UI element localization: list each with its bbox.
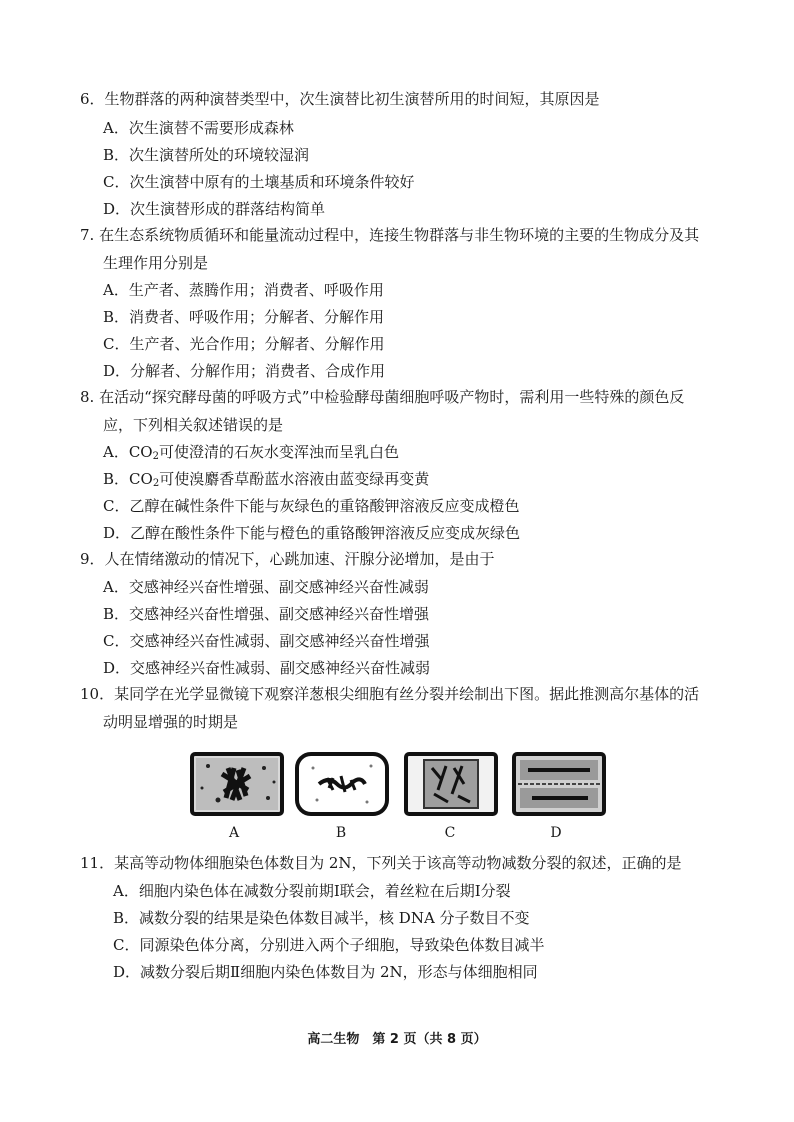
question-6-option-b: B．次生演替所处的环境较湿润 (103, 146, 310, 164)
question-9-option-c: C．交感神经兴奋性减弱、副交感神经兴奋性增强 (103, 632, 430, 650)
question-11-option-b: B．减数分裂的结果是染色体数目减半，核 DNA 分子数目不变 (113, 909, 530, 927)
question-8-option-b: B．$CO_2$可使溴麝香草酚蓝水溶液由蓝变绿再变黄 (103, 470, 430, 489)
page-footer: 高二生物 第 2 页（共 8 页） (307, 1032, 487, 1047)
cell-figure-b (293, 750, 391, 818)
question-8-stem-line1: 8. 在活动“探究酵母菌的呼吸方式”中检验酵母菌细胞呼吸产物时，需利用一些特殊的颜色反 (80, 388, 685, 406)
figure-label-c: C (444, 825, 456, 841)
question-11-option-a: A．细胞内染色体在减数分裂前期Ⅰ联会，着丝粒在后期Ⅰ分裂 (113, 882, 511, 900)
question-7-option-c: C．生产者、光合作用；分解者、分解作用 (103, 335, 385, 353)
question-10-stem-line2: 动明显增强的时期是 (103, 713, 239, 731)
question-9-option-b: B．交感神经兴奋性增强、副交感神经兴奋性增强 (103, 605, 430, 623)
question-11-option-c: C．同源染色体分离，分别进入两个子细胞，导致染色体数目减半 (113, 936, 545, 954)
figure-label-a: A (228, 825, 240, 841)
question-9-option-a: A．交感神经兴奋性增强、副交感神经兴奋性减弱 (103, 578, 429, 596)
question-10-stem-line1: 10．某同学在光学显微镜下观察洋葱根尖细胞有丝分裂并绘制出下图。据此推测高尔基体的活 (80, 685, 700, 703)
question-6-option-a: A．次生演替不需要形成森林 (103, 119, 294, 137)
question-7-option-a: A．生产者、蒸腾作用；消费者、呼吸作用 (103, 281, 384, 299)
question-7-stem-line1: 7. 在生态系统物质循环和能量流动过程中，连接生物群落与非生物环境的主要的生物成分及其 (80, 226, 700, 244)
question-8-stem-line2: 应，下列相关叙述错误的是 (103, 416, 284, 434)
cell-figure-c (402, 750, 500, 818)
question-9-stem: 9．人在情绪激动的情况下，心跳加速、汗腺分泌增加，是由于 (80, 550, 495, 568)
question-6-option-c: C．次生演替中原有的土壤基质和环境条件较好 (103, 173, 415, 191)
question-8-option-a: A．$CO_2$可使澄清的石灰水变浑浊而呈乳白色 (103, 443, 399, 462)
figure-label-d: D (550, 825, 562, 841)
question-8-option-d: D．乙醇在酸性条件下能与橙色的重铬酸钾溶液反应变成灰绿色 (103, 524, 521, 542)
cell-figure-d (510, 750, 608, 818)
question-7-option-b: B．消费者、呼吸作用；分解者、分解作用 (103, 308, 385, 326)
question-11-option-d: D．减数分裂后期Ⅱ细胞内染色体数目为 2N，形态与体细胞相同 (113, 963, 538, 981)
question-9-option-d: D．交感神经兴奋性减弱、副交感神经兴奋性减弱 (103, 659, 431, 677)
question-7-option-d: D．分解者、分解作用；消费者、合成作用 (103, 362, 386, 380)
cell-figure-a (188, 750, 286, 818)
question-7-stem-line2: 生理作用分别是 (103, 254, 209, 272)
question-6-stem: 6．生物群落的两种演替类型中，次生演替比初生演替所用的时间短，其原因是 (80, 90, 600, 108)
question-11-stem: 11．某高等动物体细胞染色体数目为 2N，下列关于该高等动物减数分裂的叙述，正确的是 (80, 854, 682, 872)
figure-label-b: B (335, 825, 347, 841)
question-8-option-c: C．乙醇在碱性条件下能与灰绿色的重铬酸钾溶液反应变成橙色 (103, 497, 520, 515)
question-6-option-d: D．次生演替形成的群落结构简单 (103, 200, 326, 218)
